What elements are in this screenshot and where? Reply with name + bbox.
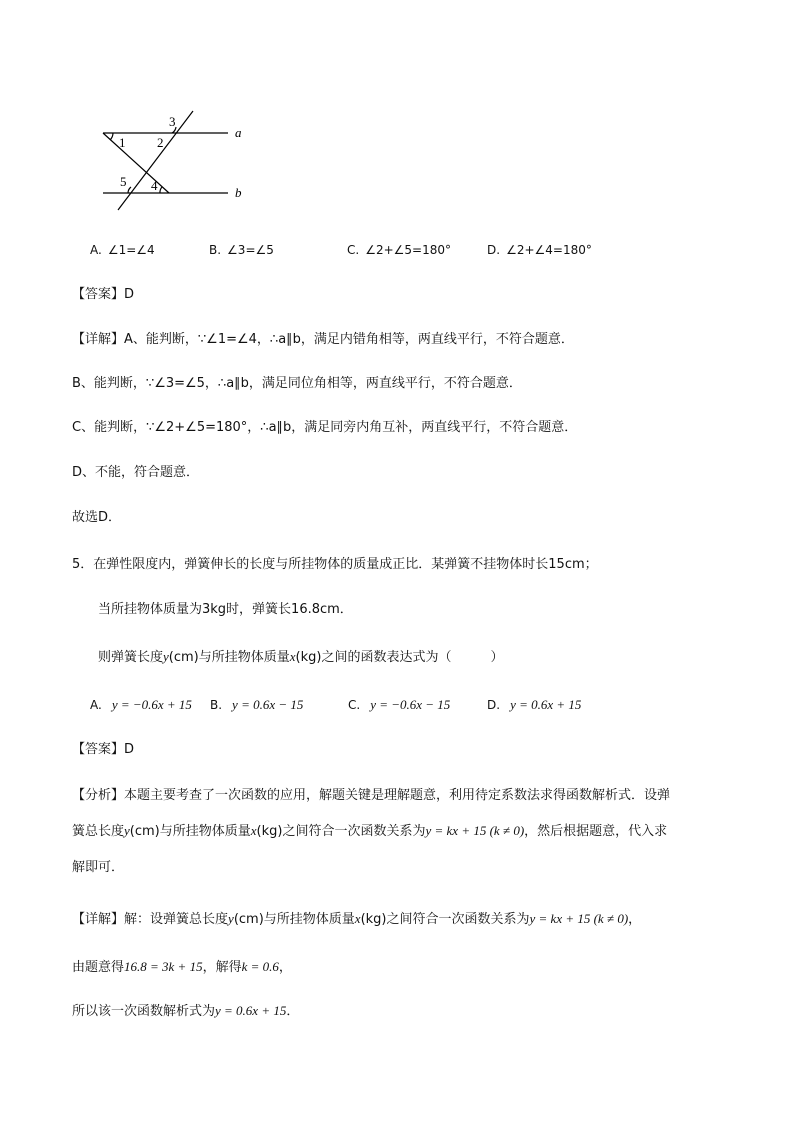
formula: y = kx + 15 (k ≠ 0)	[425, 823, 525, 838]
var-y: y	[163, 649, 169, 664]
q4-detail-line-4: D、不能，符合题意．	[72, 465, 200, 480]
q4-option-c	[347, 243, 451, 257]
formula: 16.8 = 3k + 15	[124, 959, 203, 974]
var-x: x	[250, 823, 257, 838]
analysis-label: 【分析】	[72, 788, 125, 803]
option-letter: A.	[90, 243, 102, 257]
parallel-lines-figure	[0, 0, 794, 230]
q4-detail-line-3: C、能判断，∵∠2+∠5=180°，∴a∥b，满足同旁内角互补，两直线平行，不符合题意．	[72, 420, 578, 435]
q5-detail-line-1	[72, 910, 641, 929]
option-formula: y = 0.6x − 15	[232, 697, 304, 712]
option-letter: C.	[348, 698, 361, 712]
q5-option-b	[210, 697, 303, 713]
formula: y = 0.6x + 15	[215, 1003, 287, 1018]
text: ，然后根据题意，代入求	[524, 824, 668, 839]
text: (cm)与所挂物体质量	[233, 912, 355, 927]
var-x: x	[289, 649, 296, 664]
q5-analysis-line-1	[72, 787, 670, 805]
q5-detail-line-3	[72, 1002, 299, 1021]
text: (kg)之间符合一次函数关系为	[360, 912, 530, 927]
option-letter: B.	[210, 698, 223, 712]
q4-option-a	[90, 243, 155, 257]
option-text: ∠1=∠4	[107, 243, 155, 257]
text: ．	[286, 1004, 300, 1019]
q4-conclusion: 故选D．	[72, 510, 122, 525]
q4-detail-line-1	[72, 331, 574, 349]
answer-label: 【答案】	[72, 287, 125, 302]
var-y: y	[124, 823, 130, 838]
q5-option-c	[348, 697, 450, 713]
label-3: 3	[169, 114, 176, 129]
label-5: 5	[120, 174, 127, 189]
q4-detail-line-2: B、能判断，∵∠3=∠5，∴a∥b，满足同位角相等，两直线平行，不符合题意．	[72, 376, 522, 391]
q5-stem-line-2: 当所挂物体质量为3kg时，弹簧长16.8cm．	[98, 602, 353, 617]
label-1: 1	[119, 135, 126, 150]
angle-arc-5	[128, 187, 131, 193]
text: ，	[278, 960, 292, 975]
formula: y = kx + 15 (k ≠ 0)	[529, 911, 629, 926]
label-a: a	[235, 125, 242, 140]
answer-label: 【答案】	[72, 742, 125, 757]
transversal-2	[118, 111, 193, 210]
option-text: ∠3=∠5	[227, 243, 274, 257]
answer-value: D	[124, 742, 135, 757]
option-letter: D.	[487, 698, 501, 712]
answer-value: D	[124, 287, 135, 302]
detail-label: 【详解】	[72, 332, 125, 347]
var-x: x	[354, 911, 361, 926]
q4-option-b	[209, 243, 274, 257]
q4-option-d	[487, 243, 592, 257]
formula: k = 0.6	[241, 959, 279, 974]
text: ，解得	[202, 960, 242, 975]
q5-answer	[72, 741, 134, 759]
label-b: b	[235, 185, 242, 200]
label-4: 4	[151, 178, 158, 193]
detail-label: 【详解】	[72, 912, 125, 927]
option-letter: B.	[209, 243, 222, 257]
q5-stem-line-1: 5．在弹性限度内，弹簧伸长的长度与所挂物体的质量成正比．某弹簧不挂物体时长15cm；	[72, 557, 598, 572]
q4-answer	[72, 286, 134, 304]
q5-option-d	[487, 697, 581, 713]
angle-arc-1	[110, 133, 113, 140]
option-formula: y = −0.6x − 15	[370, 697, 451, 712]
var-y: y	[228, 911, 234, 926]
text: (kg)之间符合一次函数关系为	[256, 824, 426, 839]
label-2: 2	[157, 135, 164, 150]
text: 由题意得	[72, 960, 125, 975]
option-letter: C.	[347, 243, 360, 257]
text: (kg)之间的函数表达式为（ ）	[295, 650, 504, 665]
analysis-text: 本题主要考查了一次函数的应用，解题关键是理解题意，利用待定系数法求得函数解析式．设弹	[124, 788, 671, 803]
q5-option-a	[90, 697, 192, 713]
text: (cm)与所挂物体质量	[168, 650, 290, 665]
q5-stem-line-3	[98, 648, 503, 667]
text: 簧总长度	[72, 824, 125, 839]
option-text: ∠2+∠5=180°	[365, 243, 452, 257]
option-letter: D.	[487, 243, 501, 257]
text: (cm)与所挂物体质量	[129, 824, 251, 839]
q5-detail-line-2	[72, 958, 292, 977]
detail-text: A、能判断，∵∠1=∠4，∴a∥b，满足内错角相等，两直线平行，不符合题意．	[124, 332, 574, 347]
q5-analysis-line-2	[72, 822, 667, 841]
option-formula: y = −0.6x + 15	[111, 697, 192, 712]
option-text: ∠2+∠4=180°	[506, 243, 592, 257]
text: ，	[628, 912, 642, 927]
text: 解：设弹簧总长度	[124, 912, 229, 927]
text: 所以该一次函数解析式为	[72, 1004, 216, 1019]
text: 则弹簧长度	[98, 650, 164, 665]
option-letter: A.	[90, 698, 102, 712]
option-formula: y = 0.6x + 15	[510, 697, 582, 712]
angle-arc-4	[160, 187, 162, 193]
q5-analysis-line-3: 解即可．	[72, 860, 125, 875]
